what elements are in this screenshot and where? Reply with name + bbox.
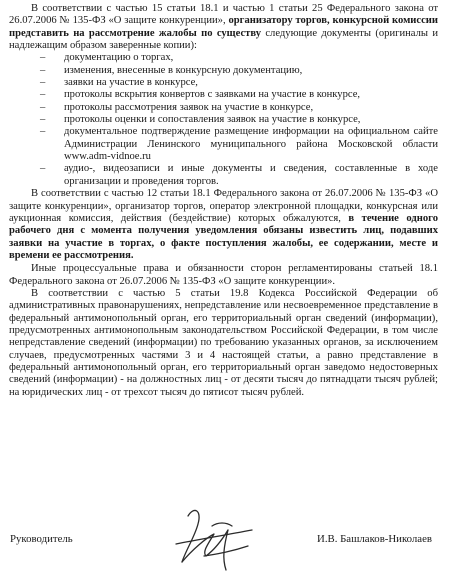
document-body: [9, 3, 438, 399]
paragraph-notification-duty: В соответствии с частью 12 статьи 18.1 Федерального закона от 26.07.2006 № 135-ФЗ «О защите конкуренции», организатор торгов, оператор электронной площадки, конкурсная или аукционная комиссия, действия (бездействие) которых обжалуются, в течение одного рабочего дня с момента получения уведомления обязаны известить лиц, подавших заявки на участие в торгах, о факте поступления жалобы, ее содержании, месте и времени ее рассмотрения.: [9, 188, 438, 261]
list-item: – аудио-, видеозаписи и иные документы и сведения, составленные в ходе организации и проведения торгов.: [40, 163, 438, 187]
paragraph-procedural-rights: Иные процессуальные права и обязанности сторон регламентированы статьей 18.1 Федерального закона от 26.07.2006 № 135-ФЗ «О защите конкуренции».: [9, 263, 438, 287]
signatory-role: Руководитель: [10, 533, 73, 545]
list-item: – документальное подтверждение размещение информации на официальном сайте Администрации Ленинского муниципального района Московской области www.adm-vidnoe.ru: [40, 126, 438, 163]
list-item: – протоколы рассмотрения заявок на участие в конкурсе,: [40, 101, 314, 113]
bold-emphasis: организатору торгов, конкурсной комиссии представить на рассмотрение жалобы по существу: [9, 15, 439, 39]
paragraph-documents-request: В соответствии с частью 15 статьи 18.1 и частью 1 статьи 25 Федерального закона от 26.07.2006 № 135-ФЗ «О защите конкуренции», организатору торгов, конкурсной комиссии представить на рассмотрение жалобы по существу следующие документы (оригиналы и надлежащим образом заверенные копии):: [9, 3, 439, 52]
list-item: – изменения, внесенные в конкурсную документацию,: [40, 64, 303, 76]
bold-emphasis: в течение одного рабочего дня с момента получения уведомления обязаны известить лиц, подавших заявки на участие в торгах, о факте поступления жалобы, ее содержании, месте и времени ее рассмотрения.: [9, 212, 438, 261]
documents-list: [9, 52, 438, 188]
handwritten-signature-icon: [168, 500, 258, 578]
list-item: – протоколы оценки и сопоставления заявок на участие в конкурсе,: [40, 114, 361, 126]
list-item: – документацию о торгах,: [40, 52, 174, 64]
signatory-name: И.В. Башлаков-Николаев: [317, 533, 432, 545]
list-item: – заявки на участие в конкурсе,: [40, 77, 198, 89]
list-item: – протоколы вскрытия конвертов с заявками на участие в конкурсе,: [40, 89, 361, 101]
paragraph-liability: В соответствии с частью 5 статьи 19.8 Кодекса Российской Федерации об административных правонарушениях, непредставление или несвоевременное представление в федеральный антимонопольный орган, его территориальный орган сведений (информации), предусмотренных антимонопольным законодательством Российской Федерации, в том числе непредставление сведений (информации) по требованию указанных органов, за исключением случаев, предусмотренных частями 3 и 4 настоящей статьи, а равно представление в федеральный антимонопольный орган, его территориальный орган заведомо недостоверных сведений (информации) - на должностных лиц - от десяти тысяч до пятнадцати тысяч рублей; на юридических лиц - от трехсот тысяч до пятисот тысяч рублей.: [9, 287, 438, 398]
